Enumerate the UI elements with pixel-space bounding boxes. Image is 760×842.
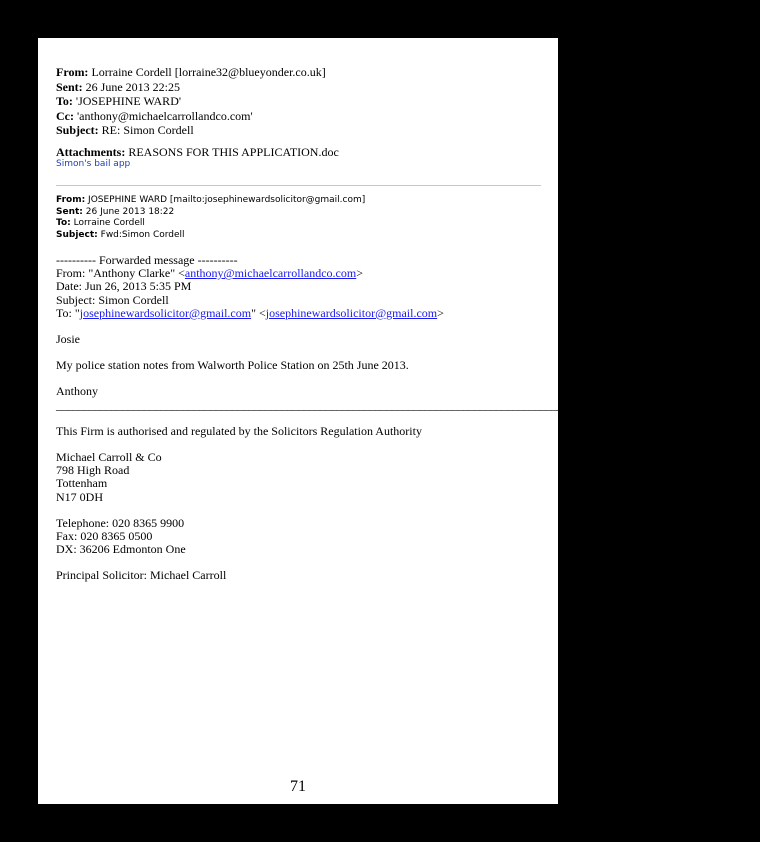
email-body — [56, 253, 760, 583]
forwarded-date: Date: Jun 26, 2013 5:35 PM — [56, 279, 192, 294]
outer-sent-line: Sent: 26 June 2013 22:25 — [56, 79, 181, 94]
outer-subject-line: Subject: RE: Simon Cordell — [56, 123, 194, 138]
attachments-line: Attachments: REASONS FOR THIS APPLICATION.doc — [56, 145, 339, 159]
document-page — [38, 38, 760, 804]
firm-address-2: Tottenham — [56, 476, 108, 491]
outer-subject-value: RE: Simon Cordell — [101, 123, 194, 138]
firm-telephone: Telephone: 020 8365 9900 — [56, 515, 185, 530]
signoff: Anthony — [56, 384, 98, 399]
page-number: 71 — [290, 778, 306, 795]
josephine-email-link-2[interactable]: josephinewardsolicitor@gmail.com — [265, 305, 438, 320]
inner-subject-line: Subject: Fwd:Simon Cordell — [56, 229, 185, 240]
inner-from-value: JOSEPHINE WARD [mailto:josephinewardsolicitor@gmail.com] — [88, 195, 366, 205]
header-divider — [56, 185, 541, 186]
regulation-statement: This Firm is authorised and regulated by the Solicitors Regulation Authority — [56, 423, 422, 438]
attachment-note: Simon's bail app — [56, 159, 131, 169]
message-line: My police station notes from Walworth Police Station on 25th June 2013. — [56, 358, 409, 373]
forwarded-subject: Subject: Simon Cordell — [56, 292, 169, 307]
firm-name: Michael Carroll & Co — [56, 450, 162, 465]
principal-solicitor: Principal Solicitor: Michael Carroll — [56, 568, 227, 583]
firm-postcode: N17 0DH — [56, 489, 103, 504]
signature-separator: ________________________________________________________________________________________________________________________________ — [56, 397, 760, 412]
inner-sent-line: Sent: 26 June 2013 18:22 — [56, 206, 175, 217]
greeting: Josie — [56, 332, 80, 347]
firm-dx: DX: 36206 Edmonton One — [56, 542, 186, 557]
outer-email-header — [56, 65, 326, 138]
outer-cc-line: Cc: 'anthony@michaelcarrollandco.com' — [56, 108, 253, 123]
outer-from-line: From: Lorraine Cordell [lorraine32@blueyonder.co.uk] — [56, 65, 326, 79]
attachment-filename: REASONS FOR THIS APPLICATION.doc — [128, 145, 339, 159]
inner-subject-value: Fwd:Simon Cordell — [100, 229, 185, 240]
forwarded-from: From: "Anthony Clarke" <anthony@michaelcarrollandco.com> — [56, 266, 363, 281]
forwarded-to: To: "josephinewardsolicitor@gmail.com" <josephinewardsolicitor@gmail.com> — [56, 305, 444, 320]
outer-sent-value: 26 June 2013 22:25 — [85, 79, 181, 94]
outer-from-value: Lorraine Cordell [lorraine32@blueyonder.co.uk] — [91, 65, 326, 79]
outer-cc-value: 'anthony@michaelcarrollandco.com' — [77, 108, 253, 123]
firm-fax: Fax: 020 8365 0500 — [56, 529, 153, 544]
forwarded-header: ---------- Forwarded message ---------- — [56, 253, 238, 267]
inner-sent-value: 26 June 2013 18:22 — [85, 206, 175, 217]
anthony-email-link[interactable]: anthony@michaelcarrollandco.com — [184, 266, 357, 281]
outer-to-value: 'JOSEPHINE WARD' — [75, 94, 182, 109]
inner-email-header — [56, 195, 365, 241]
josephine-email-link-1[interactable]: josephinewardsolicitor@gmail.com — [79, 305, 252, 320]
outer-to-line: To: 'JOSEPHINE WARD' — [56, 94, 182, 109]
inner-from-line: From: JOSEPHINE WARD [mailto:josephinewardsolicitor@gmail.com] — [56, 195, 366, 205]
inner-to-line: To: Lorraine Cordell — [56, 218, 145, 229]
inner-to-value: Lorraine Cordell — [73, 218, 145, 229]
firm-address-1: 798 High Road — [56, 463, 130, 478]
